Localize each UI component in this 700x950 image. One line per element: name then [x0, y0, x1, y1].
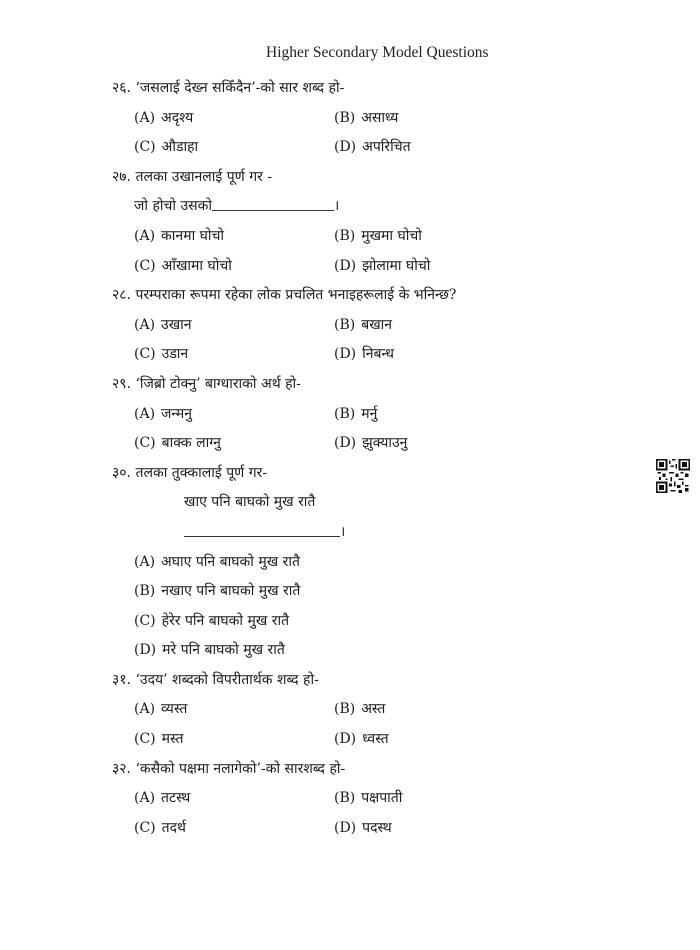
option-text: मस्त	[161, 731, 184, 748]
option-b[interactable]	[334, 104, 534, 134]
option-letter: (B)	[334, 316, 356, 333]
options	[112, 400, 582, 459]
option-b[interactable]	[334, 222, 534, 252]
option-text: आँखामा घोचो	[161, 257, 232, 274]
option-text: तदर्थ	[161, 819, 187, 836]
option-c[interactable]	[134, 340, 334, 370]
option-a[interactable]	[134, 104, 334, 134]
option-letter: (D)	[334, 139, 357, 156]
option-c[interactable]	[134, 725, 334, 755]
option-text: तटस्थ	[161, 790, 191, 807]
option-letter: (D)	[334, 435, 357, 452]
option-c[interactable]	[134, 429, 334, 459]
option-text: जन्मनु	[161, 405, 193, 422]
question-text: ‘जिब्रो टोक्नु’ बाग्धाराको अर्थ हो-	[135, 375, 301, 392]
question-number: ३२.	[112, 760, 132, 777]
option-c[interactable]	[134, 252, 334, 282]
option-b[interactable]	[334, 784, 534, 814]
option-letter: (B)	[334, 405, 356, 422]
option-c[interactable]	[134, 607, 582, 637]
question-32	[112, 755, 582, 844]
option-b[interactable]	[334, 400, 534, 430]
option-letter: (D)	[334, 731, 357, 748]
question-31	[112, 666, 582, 755]
options	[112, 548, 582, 666]
question-29	[112, 370, 582, 459]
option-text: अघाए पनि बाघको मुख रातै	[161, 553, 300, 570]
proverb-line	[112, 192, 582, 222]
option-d[interactable]	[334, 252, 534, 282]
question-26	[112, 74, 582, 163]
question-number: २७.	[112, 168, 132, 185]
option-letter: (B)	[334, 227, 356, 244]
question-27	[112, 163, 582, 281]
option-d[interactable]	[334, 340, 534, 370]
verse-line	[112, 488, 582, 518]
option-letter: (C)	[134, 346, 156, 363]
options	[112, 784, 582, 843]
option-letter: (A)	[134, 553, 156, 570]
question-text: तलका तुक्कालाई पूर्ण गर-	[135, 464, 268, 481]
option-letter: (B)	[334, 790, 356, 807]
question-text: ‘उदय’ शब्दको विपरीतार्थक शब्द हो-	[135, 671, 319, 688]
qr-code-icon[interactable]	[656, 459, 690, 493]
option-letter: (C)	[134, 612, 156, 629]
option-a[interactable]	[134, 695, 334, 725]
option-letter: (C)	[134, 257, 156, 274]
option-b[interactable]	[334, 311, 534, 341]
option-b[interactable]	[134, 577, 582, 607]
option-text: हेरेर पनि बाघको मुख रातै	[161, 612, 290, 629]
option-text: मरे पनि बाघको मुख रातै	[162, 642, 285, 659]
question-28	[112, 281, 582, 370]
option-d[interactable]	[334, 429, 534, 459]
option-letter: (D)	[134, 642, 157, 659]
option-text: व्यस्त	[161, 701, 188, 718]
option-letter: (A)	[134, 109, 156, 126]
option-text: उखान	[161, 316, 192, 333]
page-header: Higher Secondary Model Questions	[266, 44, 489, 61]
option-a[interactable]	[134, 311, 334, 341]
option-d[interactable]	[134, 636, 582, 666]
option-a[interactable]	[134, 400, 334, 430]
question-number: २६.	[112, 80, 132, 96]
option-text: अस्त	[361, 701, 386, 718]
options	[112, 695, 582, 754]
option-a[interactable]	[134, 548, 582, 578]
answer-blank[interactable]	[184, 522, 340, 537]
question-text: ‘कसैको पक्षमा नलागेको’-को सारशब्द हो-	[135, 760, 346, 777]
option-letter: (A)	[134, 405, 156, 422]
proverb-end: ।	[334, 198, 340, 215]
question-number: २८.	[112, 287, 132, 304]
option-letter: (D)	[334, 819, 357, 836]
option-letter: (B)	[334, 701, 356, 718]
proverb-text: जो होचो उसको	[134, 198, 213, 215]
options	[112, 222, 582, 281]
option-d[interactable]	[334, 133, 534, 163]
question-30	[112, 459, 582, 666]
option-a[interactable]	[134, 784, 334, 814]
option-letter: (A)	[134, 227, 156, 244]
options	[112, 311, 582, 370]
option-text: बाक्क लाग्नु	[161, 435, 221, 452]
option-letter: (A)	[134, 316, 156, 333]
verse-text: खाए पनि बाघको मुख रातै	[184, 494, 316, 511]
question-text: तलका उखानलाई पूर्ण गर -	[135, 168, 273, 185]
option-text: पक्षपाती	[361, 790, 403, 807]
option-b[interactable]	[334, 695, 534, 725]
option-letter: (C)	[134, 435, 156, 452]
options	[112, 104, 582, 163]
option-text: असाध्य	[361, 109, 399, 126]
question-text: ‘जसलाई देख्न सकिँदैन’-को सार शब्द हो-	[135, 80, 345, 96]
option-d[interactable]	[334, 725, 534, 755]
option-letter: (C)	[134, 819, 156, 836]
verse-blank-line	[112, 518, 582, 548]
answer-blank[interactable]	[212, 196, 334, 211]
option-letter: (B)	[134, 583, 156, 600]
option-text: झुक्याउनु	[362, 435, 408, 452]
option-c[interactable]	[134, 133, 334, 163]
option-text: कानमा घोचो	[161, 227, 225, 244]
option-letter: (D)	[334, 257, 357, 274]
option-text: ध्वस्त	[362, 731, 389, 748]
option-text: अपरिचित	[362, 139, 411, 156]
option-text: उडान	[161, 346, 189, 363]
option-letter: (A)	[134, 701, 156, 718]
option-text: नखाए पनि बाघको मुख रातै	[161, 583, 301, 600]
question-number: २९.	[112, 375, 132, 392]
verse-end: ।	[340, 523, 346, 540]
option-c[interactable]	[134, 814, 334, 844]
option-d[interactable]	[334, 814, 534, 844]
option-text: बखान	[361, 316, 393, 333]
option-a[interactable]	[134, 222, 334, 252]
question-number: ३०.	[112, 464, 132, 481]
question-number: ३१.	[112, 671, 132, 688]
option-text: निबन्ध	[362, 346, 395, 363]
option-text: अदृश्य	[161, 109, 194, 126]
option-letter: (A)	[134, 790, 156, 807]
option-text: झोलामा घोचो	[362, 257, 431, 274]
question-list	[112, 74, 582, 843]
option-text: औडाहा	[161, 139, 199, 156]
option-text: मुखमा घोचो	[361, 227, 422, 244]
option-letter: (C)	[134, 731, 156, 748]
option-letter: (B)	[334, 109, 356, 126]
option-letter: (C)	[134, 139, 156, 156]
option-letter: (D)	[334, 346, 357, 363]
question-text: परम्पराका रूपमा रहेका लोक प्रचलित भनाइहरूलाई के भनिन्छ?	[135, 287, 457, 304]
option-text: पदस्थ	[362, 819, 392, 836]
option-text: मर्नु	[361, 405, 378, 422]
